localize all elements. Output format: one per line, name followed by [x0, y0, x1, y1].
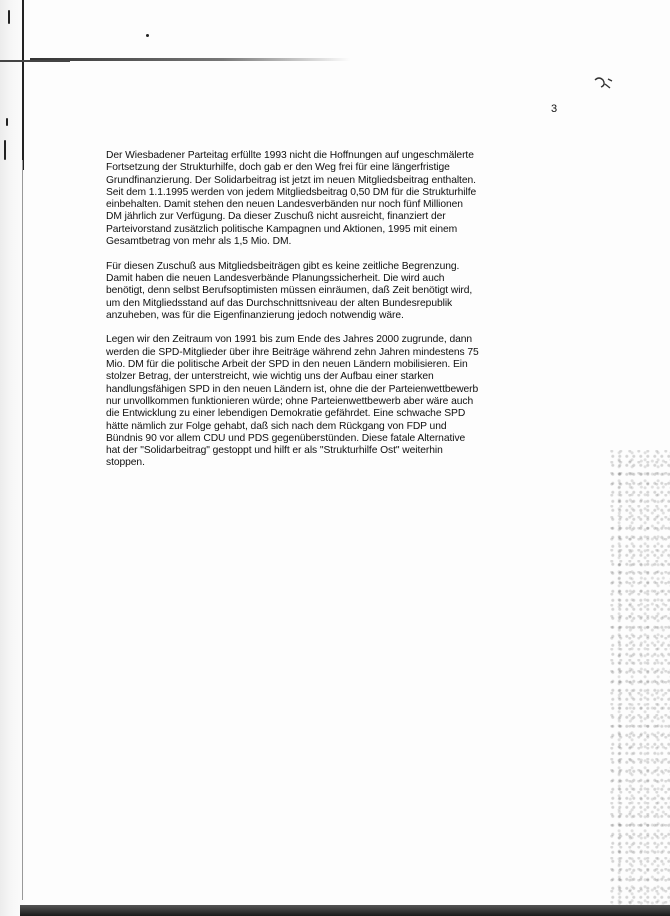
paragraph — [106, 334, 522, 469]
scan-corner-mark — [592, 76, 614, 90]
scan-bottom-artifact — [20, 905, 670, 916]
text-line: Mio. DM für die politische Arbeit der SPD in den neuen Ländern mobilisieren. Ein — [106, 359, 468, 371]
text-line: Bündnis 90 vor allem CDU und PDS gegenüberstünden. Diese fatale Alternative — [106, 432, 466, 444]
body-text — [106, 150, 522, 482]
text-line: werden die SPD-Mitglieder über ihre Beiträge während zehn Jahren mindestens 75 — [106, 346, 479, 358]
text-line: Für diesen Zuschuß aus Mitgliedsbeiträgen gibt es keine zeitliche Begrenzung. — [106, 260, 460, 272]
text-line: Gesamtbetrag von mehr als 1,5 Mio. DM. — [106, 236, 292, 248]
scan-speck — [4, 140, 6, 160]
text-line: Parteivorstand zusätzlich politische Kampagnen und Aktionen, 1995 mit einem — [106, 223, 458, 235]
scan-speck — [146, 34, 149, 37]
text-line: Der Wiesbadener Parteitag erfüllte 1993 nicht die Hoffnungen auf ungeschmälerte — [106, 150, 474, 161]
scan-speck — [8, 10, 10, 24]
text-line: handlungsfähigen SPD in den neuen Ländern ist, ohne die der Parteienwettbewerb — [106, 383, 479, 395]
text-line: Damit haben die neuen Landesverbände Planungssicherheit. Die wird auch — [106, 272, 445, 284]
text-line: Fortsetzung der Strukturhilfe, doch gab er den Weg frei für eine längerfristige — [106, 162, 450, 174]
text-line: die Entwicklung zu einer lebendigen Demokratie gefährdet. Eine schwache SPD — [106, 408, 466, 420]
scan-edge-line — [22, 0, 24, 170]
paragraph — [106, 261, 522, 322]
text-line: benötigt, denn selbst Berufsoptimisten müssen einräumen, daß Zeit benötigt wird, — [106, 285, 473, 297]
text-line: DM jährlich zur Verfügung. Da dieser Zuschuß nicht ausreicht, finanziert der — [106, 211, 446, 223]
scan-top-artifact — [30, 58, 350, 61]
text-line: hat der "Solidarbeitrag" gestoppt und hilft er als "Strukturhilfe Ost" weiterhin — [106, 445, 443, 457]
scan-edge-line-faint — [22, 160, 23, 900]
scan-top-artifact-left — [0, 60, 70, 62]
text-line: anzuheben, was für die Eigenfinanzierung jedoch notwendig wäre. — [106, 309, 404, 321]
text-line: nur unvollkommen funktionieren würde; ohne Parteienwettbewerb aber wäre auch — [106, 395, 474, 407]
scan-speck — [6, 118, 8, 126]
page-number: 3 — [551, 103, 558, 115]
text-line: Legen wir den Zeitraum von 1991 bis zum Ende des Jahres 2000 zugrunde, dann — [106, 334, 473, 346]
text-line: einbehalten. Damit stehen den neuen Landesverbänden nur noch fünf Millionen — [106, 199, 463, 211]
text-line: hätte nämlich zur Folge gehabt, daß sich nach dem Rückgang von FDP und — [106, 420, 447, 432]
scan-noise-right — [610, 450, 670, 905]
text-line: stolzer Betrag, der unterstreicht, wie wichtig uns der Aufbau einer starken — [106, 371, 434, 383]
paragraph — [106, 150, 522, 248]
text-line: stoppen. — [106, 457, 145, 469]
text-line: Seit dem 1.1.1995 werden von jedem Mitgliedsbeitrag 0,50 DM für die Strukturhilfe — [106, 186, 477, 198]
text-line: um den Mitgliedsstand auf das Durchschnittsniveau der alten Bundesrepublik — [106, 297, 453, 309]
text-line: Grundfinanzierung. Der Solidarbeitrag ist jetzt im neuen Mitgliedsbeitrag enthalten. — [106, 174, 476, 186]
